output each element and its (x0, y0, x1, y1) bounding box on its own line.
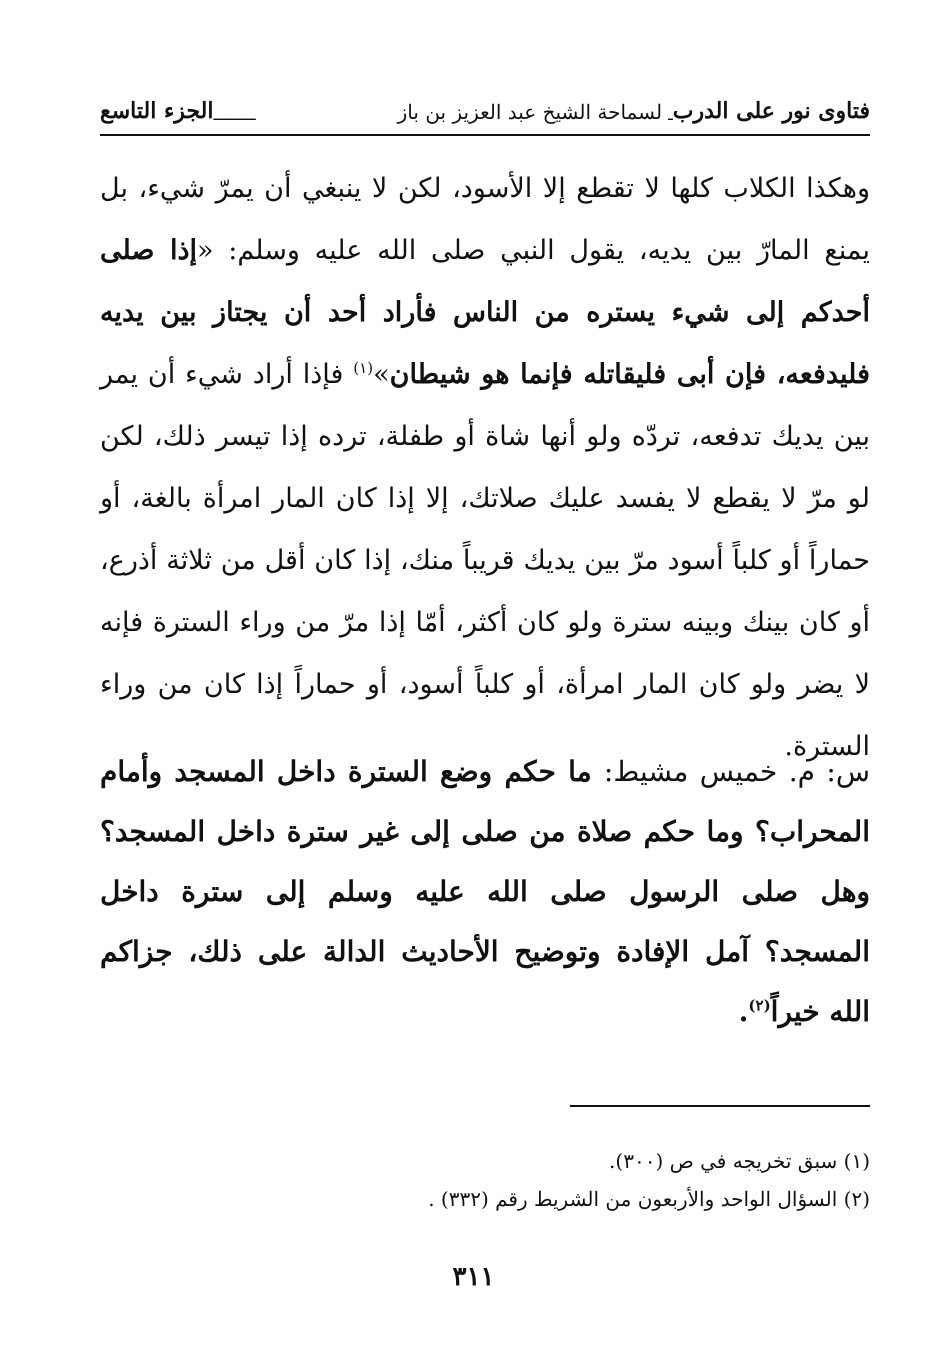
close-quote: » (373, 359, 390, 390)
answer-text-2: فإذا أراد شيء أن يمر بين يديك تدفعه، تردّه ولو أنها شاة أو طفلة، ترده إذا تيسر ذلك، لكن لو مرّ لا يقطع لا يفسد عليك صلاتك، إلا إذا كان المار امرأة بالغة، أو حماراً أو كلباً أسود مرّ بين يديك قريباً منك، إذا كان أقل من ثلاثة أذرع، أو كان بينك وبينه سترة ولو كان أكثر، أمّا إذا مرّ من وراء السترة فإنه لا يضر ولو كان المار امرأة، أو كلباً أسود، أو حماراً إذا كان من وراء السترة. (100, 359, 870, 762)
footnote-ref-1[interactable]: (١) (353, 359, 374, 377)
header-dash: ـ (668, 105, 673, 124)
book-title: فتاوى نور على الدرب (672, 98, 870, 124)
header-rule: ـــــــــ (213, 105, 256, 124)
header-part-group (100, 98, 256, 124)
footnotes (100, 1142, 870, 1218)
question-label: س: م. خميس مشيط: (603, 755, 871, 788)
footnote-2: (٢) السؤال الواحد والأربعون من الشريط رقم (٣٣٢) . (428, 1187, 870, 1211)
question-block (100, 742, 870, 1042)
footnote-1: (١) سبق تخريجه في ص (٣٠٠). (609, 1149, 870, 1173)
author-name: لسماحة الشيخ عبد العزيز بن باز (397, 100, 663, 124)
footnote-ref-2[interactable]: (٢) (748, 996, 771, 1015)
page-number: ٣١١ (452, 1262, 495, 1292)
volume-part: الجزء التاسع (100, 98, 214, 124)
answer-paragraph (100, 158, 870, 778)
running-header (100, 86, 870, 136)
header-title-group (398, 98, 870, 124)
footnote-divider (570, 1105, 870, 1107)
question-end: . (738, 995, 749, 1028)
answer-text-1: وهكذا الكلاب كلها لا تقطع إلا الأسود، لكن لا ينبغي أن يمرّ شيء، بل يمنع المارّ بين يديه، يقول النبي صلى الله عليه وسلم: « (100, 173, 870, 266)
question-text: ما حكم وضع السترة داخل المسجد وأمام المحراب؟ وما حكم صلاة من صلى إلى غير سترة داخل المسجد؟ وهل صلى الرسول صلى الله عليه وسلم إلى سترة داخل المسجد؟ آمل الإفادة وتوضيح الأحاديث الدالة على ذلك، جزاكم الله خيراً (100, 755, 870, 1028)
hadith-quote: إذا صلى أحدكم إلى شيء يستره من الناس فأراد أحد أن يجتاز بين يديه فليدفعه، فإن أبى فليقاتله فإنما هو شيطان (100, 235, 871, 390)
